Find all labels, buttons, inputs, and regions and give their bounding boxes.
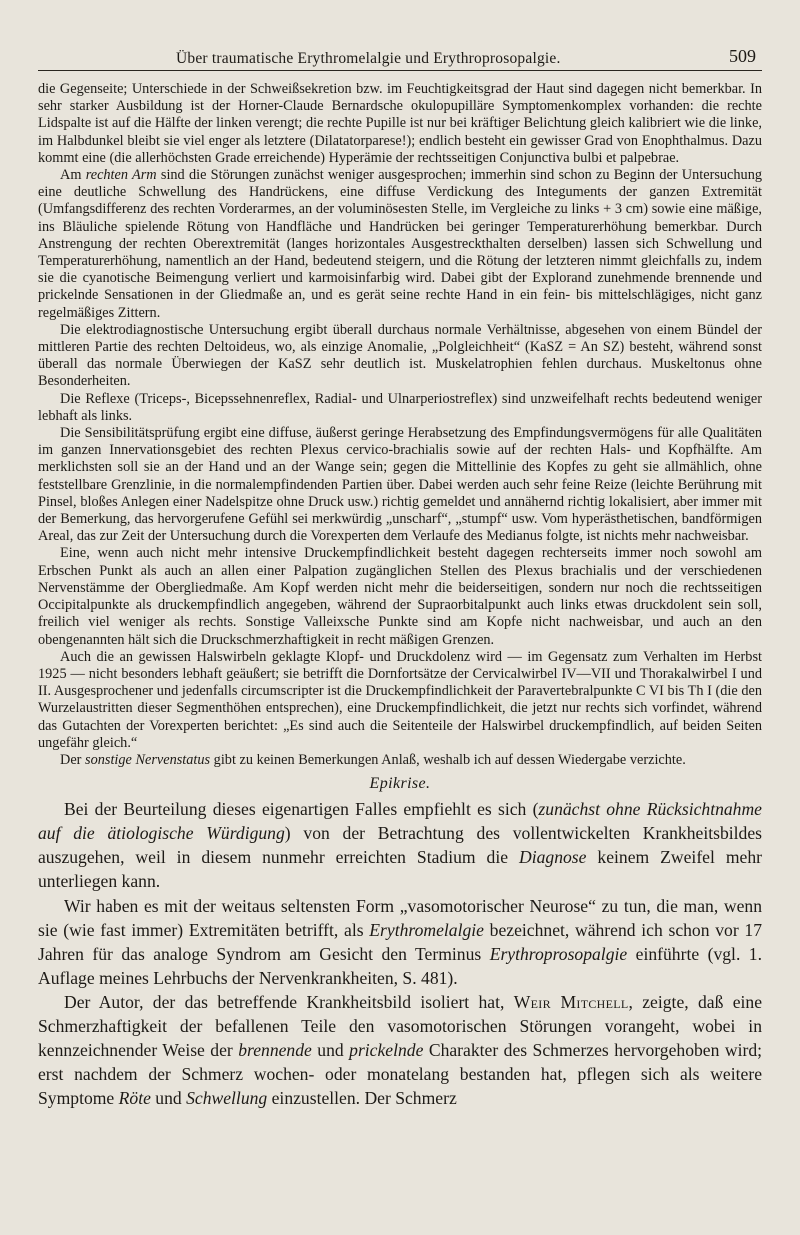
text-run: Die elektrodiagnostische Untersuchung ergibt überall durchaus normale Verhältnisse, abgesehen von einem Bündel der mittleren Partie des rechten Deltoideus, wo, als einzige Anomalie, „Polgleichheit“ (KaSZ = An SZ) besteht, während sonst überall das normale Überwiegen der KaSZ sehr deutlich ist. Muskelatrophien fehlen durchaus. Muskeltonus ohne Besonderheiten. — [38, 321, 762, 390]
text-run: sind die Störungen zunächst weniger ausgesprochen; immerhin sind schon zu Beginn der Untersuchung eine deutliche Schwellung des Handrückens, eine diffuse Verdickung des Integuments der ganzen Extremität (Umfangsdifferenz des rechten Vorderarmes, an der voluminösesten Stelle, im Vergleiche zu links + 3 cm) sowie eine mäßige, ins Bläuliche spielende Rötung von Handfläche und Handrücken bei geringer Temperaturerhöhung bemerkbar. Durch Anstrengung der rechten Oberextremität (langes horizontales Ausgestreckthalten derselben) lassen sich Schwellung und Temperaturerhöhung, namentlich an der Hand, bedeutend steigern, und die Rötung der letzteren nimmt gleichfalls zu, indem sie die cyanotische Beimengung verliert und karmoisinfarbig wird. Dabei gibt der Explorand zunehmende brennende und prickelnde Sensationen in der Gliedmaße an, und es gerät seine rechte Hand in ein fein- bis mittelschlägiges, nicht ganz regelmäßiges Zittern. — [38, 167, 763, 321]
text-run: einzustellen. Der Schmerz — [267, 1088, 457, 1109]
epicrisis-text — [38, 797, 762, 1110]
page-number: 509 — [729, 46, 756, 66]
text-run: Bei der Beurteilung dieses eigenartigen Falles empfiehlt es sich ( — [64, 799, 539, 820]
text-run: Die Reflexe (Triceps-, Bicepssehnenreflex, Radial- und Ulnarperiostreflex) sind unzweifelhaft rechts bedeutend weniger lebhaft als links. — [38, 390, 762, 424]
emphasis-text: Erythroprosopalgie — [489, 943, 628, 964]
author-name: Weir Mitchell — [513, 991, 629, 1012]
text-run: Eine, wenn auch nicht mehr intensive Druckempfindlichkeit besteht dagegen rechterseits immer noch sowohl am Erbschen Punkt als auch an allen einer Palpation zugänglichen Stellen des Plexus brachialis und der verschiedenen Nervenstämme der Obergliedmaße. Am Kopf werden nicht mehr die beiderseitigen, sondern nur noch die rechtsseitigen Occipitalpunkte als druckempfindlich angegeben, während der Supraorbitalpunkt auch links etwas druckdolent sein soll, freilich viel weniger als rechts. Sonstige Valleixsche Punkte sind am Kopfe nicht nachweisbar, und auch an den obengenannten hält sich die Druckschmerzhaftigkeit in recht mäßigen Grenzen. — [38, 545, 762, 648]
paragraph — [38, 425, 762, 545]
emphasis-text: zunächst ohne Rücksichtnahme auf die ätiologische Würdigung — [38, 799, 762, 844]
text-run: bezeichnet, während ich schon vor 17 Jahren für das analoge Syndrom am Gesicht den Terminus — [38, 919, 762, 964]
text-run: und — [311, 1040, 350, 1061]
emphasis-text: sonstige Nervenstatus — [85, 751, 211, 768]
emphasis-text: Diagnose — [519, 847, 587, 868]
paragraph — [38, 322, 762, 391]
text-run: gibt zu keinen Bemerkungen Anlaß, weshalb ich auf dessen Wiedergabe verzichte. — [210, 751, 686, 768]
paragraph — [38, 649, 762, 752]
text-run: Auch die an gewissen Halswirbeln geklagte Klopf- und Druckdolenz wird — im Gegensatz zum Verhalten im Herbst 1925 — nicht besonders lebhaft geäußert; sie betrifft die Dornfortsätze der Cervicalwirbel IV—VII und Thorakalwirbel I und II. Ausgesprochener und jedenfalls circumscripter ist die Druckempfindlichkeit der Paravertebralpunkte C VI bis Th I (die den Wurzelaustritten dieser Segmenthöhen entsprechen), eine Druckempfindlichkeit, die jetzt nur rechts sich vorfindet, während das Gutachten der Vorexperten berichtet: „Es sind auch die Seitenteile der Halswirbel druckempfindlich, auf beiden Seiten ungefähr gleich.“ — [38, 648, 762, 751]
emphasis-text: brennende — [238, 1040, 312, 1061]
text-run: und — [150, 1088, 187, 1109]
emphasis-text: Erythromelalgie — [369, 919, 484, 940]
text-run: keinem Zweifel mehr unterliegen kann. — [38, 847, 762, 892]
paragraph — [38, 167, 762, 322]
text-run: , zeigte, daß eine Schmerzhaftigkeit der befallenen Teile den vasomotorischen Störungen vorangeht, wobei in kennzeichnender Weise der — [38, 991, 762, 1061]
paragraph — [38, 894, 762, 990]
text-run: ) von der Betrachtung des vollentwickelten Krankheitsbildes auszugehen, weil in diesem nunmehr erreichten Stadium die — [38, 823, 762, 868]
emphasis-text: rechten Arm — [85, 167, 157, 184]
paragraph — [38, 990, 762, 1110]
text-run: Wir haben es mit der weitaus seltensten Form „vasomotorischer Neurose“ zu tun, die man, wenn sie (wie fast immer) Extremitäten betrifft, als — [38, 895, 762, 940]
paragraph — [38, 797, 762, 893]
paragraph — [38, 81, 762, 167]
paragraph — [38, 545, 762, 648]
text-run: Die Sensibilitätsprüfung ergibt eine diffuse, äußerst geringe Herabsetzung des Empfindungsvermögens für alle Qualitäten im ganzen Innervationsgebiet des rechten Plexus cervico-brachialis sowie auf der rechten Hals- und Kopfhälfte. Am merklichsten soll sie an der Hand und an der Wange sein; gegen die Mittellinie des Kopfes zu geht sie allmählich, ohne feststellbare Grenzlinie, in die normalempfindenden Partien über. Dabei werden auch sehr feine Reize (leichte Berührung mit Pinsel, bloßes Anlegen einer Nadelspitze ohne Druck usw.) richtig gemeldet und annähernd richtig lokalisiert, aber immer mit der Bemerkung, das hervorgerufene Gefühl sei merkwürdig „unscharf“, „stumpf“ usw. Vom hyperästhetischen, bandförmigen Areal, das zur Zeit der Untersuchung durch die Vorexperten dem Verlaufe des Medianus folgte, ist nichts mehr nachweisbar. — [38, 425, 762, 545]
text-run: Am — [60, 167, 86, 184]
text-run: Der Autor, der das betreffende Krankheitsbild isoliert hat, — [64, 991, 514, 1012]
section-title: Epikrise. — [369, 775, 431, 793]
running-head — [38, 44, 762, 71]
case-report-text — [38, 81, 762, 769]
text-run: die Gegenseite; Unterschiede in der Schweißsekretion bzw. im Feuchtigkeitsgrad der Haut sind dagegen nicht bemerkbar. In sehr starker Ausbildung ist der Horner-Claude Bernardsche okulopupilläre Symptomenkomplex vorhanden: die rechte Lidspalte ist auf die Hälfte der linken verengt; die rechte Pupille ist nur bei kräftiger Belichtung gleich kalibriert wie die linke, im Halbdunkel bleibt sie viel enger als letztere (Dilatatorparese!); endlich besteht ein gewisser Grad von Enophthalmus. Dazu kommt eine (die allerhöchsten Grade erreichende) Hyperämie der rechtsseitigen Conjunctiva bulbi et palpebrae. — [38, 81, 762, 166]
text-run: Der — [60, 751, 86, 768]
text-run: Charakter des Schmerzes hervorgehoben wird; erst nachdem der Schmerz wochen- oder monatelang bestanden hat, pflegen sich als weitere Symptome — [38, 1040, 763, 1109]
paragraph — [38, 391, 762, 425]
text-run: einführte (vgl. 1. Auflage meines Lehrbuchs der Nervenkrankheiten, S. 481). — [38, 943, 762, 988]
emphasis-text: Röte — [118, 1088, 151, 1109]
emphasis-text: Schwellung — [186, 1088, 268, 1109]
emphasis-text: prickelnde — [349, 1040, 424, 1061]
paragraph — [38, 752, 762, 769]
running-title: Über traumatische Erythromelalgie und Erythroprosopalgie. — [176, 50, 561, 67]
